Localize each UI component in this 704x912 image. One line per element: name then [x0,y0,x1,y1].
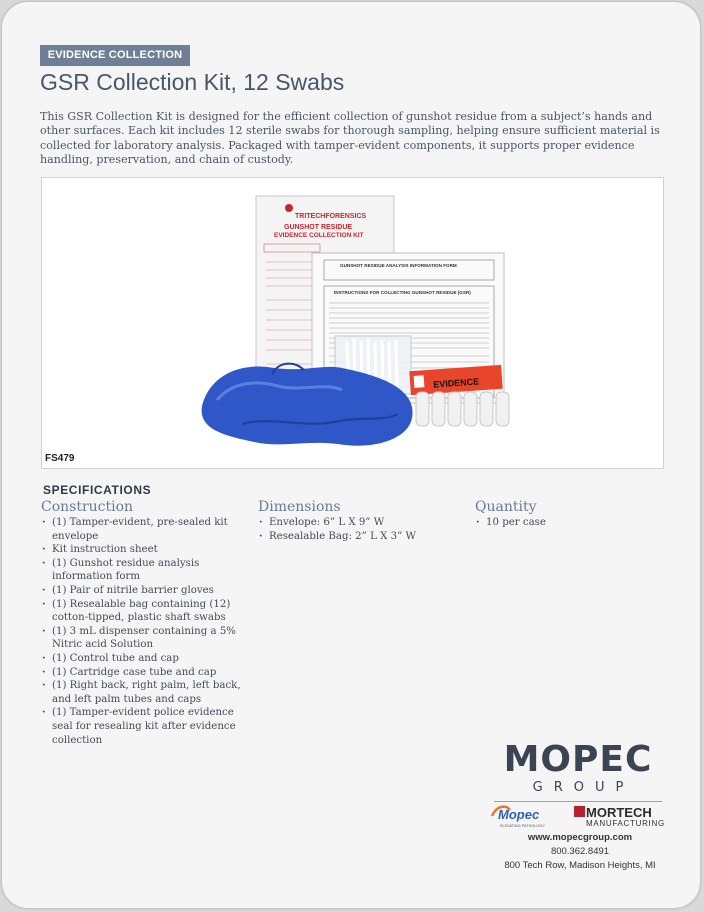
brand-left-tag: ELEVATING PATHOLOGY [500,824,545,828]
list-item: · Kit instruction sheet [41,543,241,557]
brand-right-tag: MANUFACTURING [586,819,665,828]
contact-block [482,831,678,873]
list-item: · (1) Right back, right palm, left back, and left palm tubes and caps [41,679,241,706]
product-image [41,177,664,469]
mortech-brand-logo [574,805,665,828]
form-title: GUNSHOT RESIDUE ANALYSIS INFORMATION FORM [340,263,457,268]
quantity-title: Quantity [475,499,537,515]
spec-sheet [2,2,700,908]
list-item: · (1) Resealable bag containing (12) cotton-tipped, plastic shaft swabs [41,598,241,625]
mopec-brand-logo [492,807,545,828]
product-illustration [42,178,663,468]
envelope-title-2: EVIDENCE COLLECTION KIT [274,232,364,239]
list-item: · (1) Cartridge case tube and cap [41,666,241,680]
dimensions-list [258,516,448,543]
phone-number: 800.362.8491 [550,846,610,857]
logo-main: MOPEC [503,739,653,780]
logo-sub: GROUP [532,780,635,795]
envelope-title-1: GUNSHOT RESIDUE [284,224,353,231]
list-item: · Resealable Bag: 2” L X 3” W [258,530,448,544]
specifications-heading: SPECIFICATIONS [43,483,152,497]
construction-list [41,516,241,747]
dimensions-title: Dimensions [258,499,341,515]
list-item: · (1) 3 mL dispenser containing a 5% Nitric acid Solution [41,625,241,652]
page-title: GSR Collection Kit, 12 Swabs [40,69,345,95]
address: 800 Tech Row, Madison Heights, MI [504,860,656,871]
list-item: · (1) Tamper-evident police evidence seal for resealing kit after evidence collection [41,706,241,747]
list-item: · (1) Tamper-evident, pre-sealed kit envelope [41,516,241,543]
construction-title: Construction [41,499,134,515]
list-item: · (1) Pair of nitrile barrier gloves [41,584,241,598]
list-item: · (1) Control tube and cap [41,652,241,666]
list-item: · 10 per case [475,516,655,530]
brand-logos [488,802,668,830]
product-description: This GSR Collection Kit is designed for the efficient collection of gunshot residue from a subject’s hands and other surfaces. Each kit includes 12 sterile swabs for thorough sampling, helping ensure sufficient material is collected for laboratory analysis. Packaged with tamper-evident components, it supports proper evidence handling, preservation, and chain of custody. [40,110,660,166]
list-item: · Envelope: 6” L X 9” W [258,516,448,530]
brand-right: MORTECH [586,805,652,820]
brand-left: Mopec [498,807,540,822]
mopec-group-logo [488,739,668,802]
quantity-list [475,516,655,530]
envelope-brand: TRITECHFORENSICS [295,213,367,220]
category-badge: EVIDENCE COLLECTION [40,45,190,66]
seal-text: EVIDENCE [432,376,480,390]
website-link[interactable]: www.mopecgroup.com [527,832,633,843]
instructions-title: INSTRUCTIONS FOR COLLECTING GUNSHOT RESIDUE (GSR) [334,290,471,295]
list-item: · (1) Gunshot residue analysis information form [41,557,241,584]
product-sku: FS479 [45,453,75,464]
